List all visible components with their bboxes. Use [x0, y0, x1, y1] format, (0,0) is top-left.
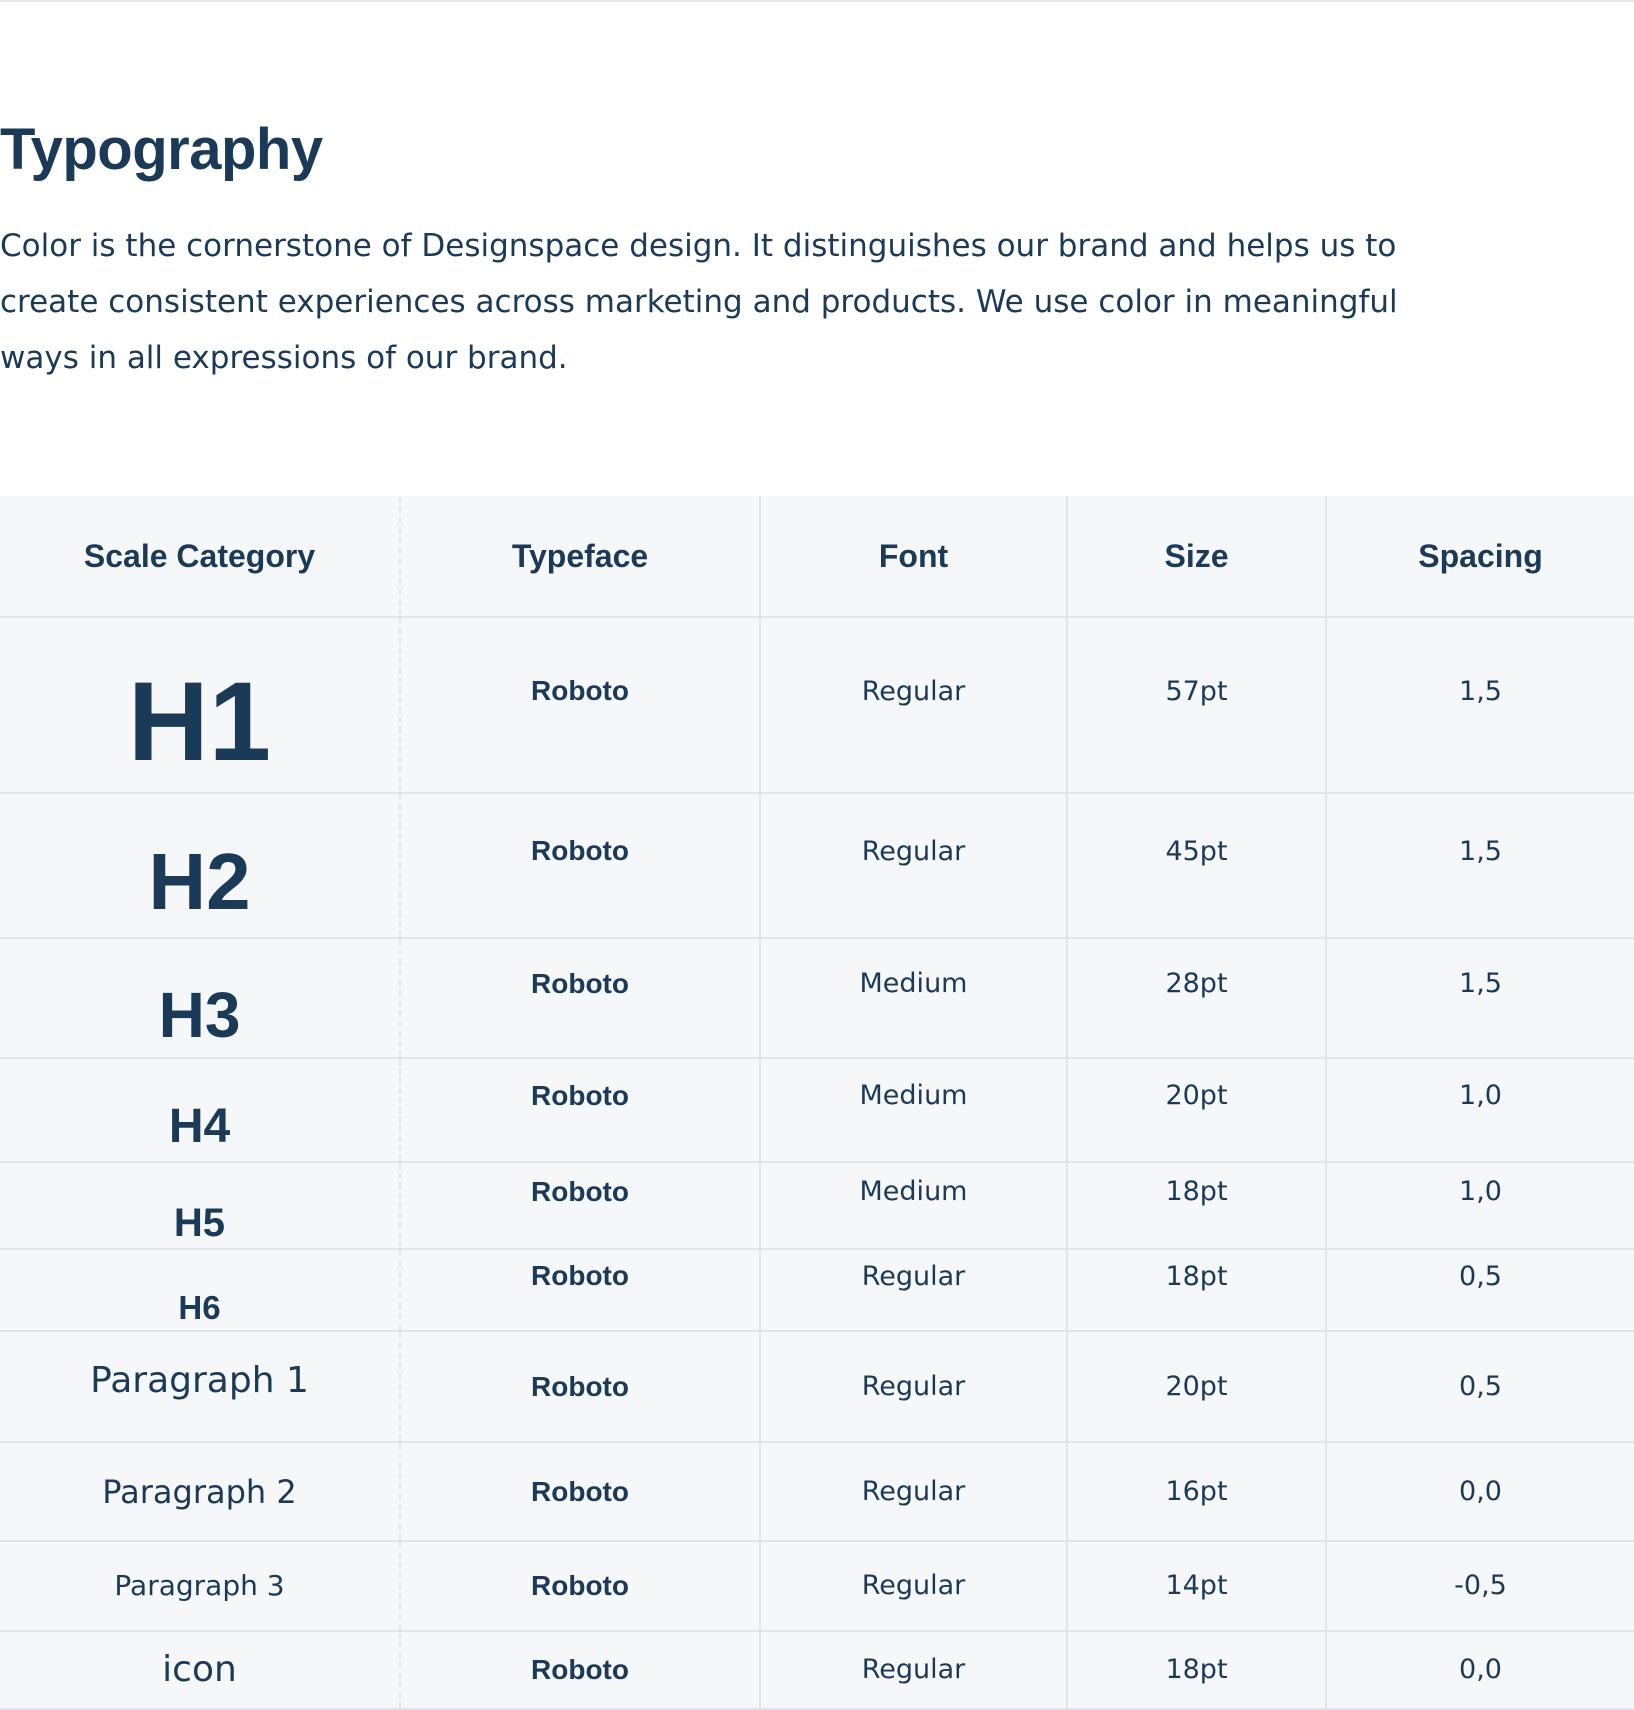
header-scale-category: Scale Category: [0, 496, 400, 617]
table-row: [0, 793, 1634, 937]
spacing-value: 1,0: [1459, 1080, 1502, 1112]
font-value: Medium: [859, 968, 968, 1000]
font-cell: [760, 1058, 1067, 1162]
typeface-value: Roboto: [531, 1260, 629, 1292]
typeface-cell: [400, 1249, 760, 1331]
typeface-value: Roboto: [531, 675, 629, 707]
scale-category-cell: [0, 938, 400, 1058]
spacing-cell: 0,0: [1326, 1442, 1634, 1540]
spacing-cell: [1326, 1249, 1634, 1331]
spacing-cell: [1326, 1058, 1634, 1162]
size-cell: 20pt: [1067, 1331, 1326, 1442]
typeface-value: Roboto: [531, 1079, 629, 1111]
spacing-value: 1,5: [1459, 675, 1502, 707]
font-value: Medium: [859, 1176, 968, 1208]
header-size: Size: [1067, 496, 1326, 617]
font-value: Regular: [861, 675, 966, 707]
size-cell: [1067, 1162, 1326, 1249]
typeface-cell: Roboto: [400, 1541, 760, 1631]
font-value: Regular: [861, 835, 966, 867]
scale-category-cell: [0, 793, 400, 937]
font-cell: [760, 793, 1067, 937]
size-cell: [1067, 938, 1326, 1058]
font-cell: Regular: [760, 1442, 1067, 1540]
header-spacing: Spacing: [1326, 496, 1634, 617]
spacing-cell: -0,5: [1326, 1541, 1634, 1631]
table-row: [0, 1249, 1634, 1331]
h2-sample: H2: [148, 837, 251, 927]
table-row: [0, 1331, 1634, 1442]
h4-sample: H4: [168, 1099, 231, 1153]
size-cell: [1067, 1249, 1326, 1331]
scale-category-cell: [0, 1249, 400, 1331]
scale-category-cell: [0, 617, 400, 793]
spacing-value: 0,5: [1459, 1260, 1502, 1292]
spacing-value: 1,0: [1459, 1176, 1502, 1208]
spacing-cell: [1326, 617, 1634, 793]
spacing-value: 1,5: [1459, 835, 1502, 867]
scale-category-cell: [0, 1162, 400, 1249]
h6-sample: H6: [178, 1288, 221, 1326]
scale-category-cell: [0, 1058, 400, 1162]
scale-category-cell: [0, 1631, 400, 1709]
font-cell: [760, 1249, 1067, 1331]
size-value: 45pt: [1165, 835, 1228, 867]
typeface-cell: [400, 793, 760, 937]
font-cell: [760, 938, 1067, 1058]
font-cell: Regular: [760, 1331, 1067, 1442]
typeface-value: Roboto: [531, 1175, 629, 1207]
table-row: [0, 1058, 1634, 1162]
size-cell: 18pt: [1067, 1631, 1326, 1709]
intro-paragraph: Color is the cornerstone of Designspace design. It distinguishes our brand and helps us to create consistent experiences across marketing and products. We use color in meaningful ways in all expressions of our brand.: [0, 228, 1398, 376]
size-value: 18pt: [1165, 1176, 1228, 1208]
spacing-cell: 0,0: [1326, 1631, 1634, 1709]
header-typeface: Typeface: [400, 496, 760, 617]
font-cell: [760, 1162, 1067, 1249]
table-header-row: [0, 496, 1634, 617]
paragraph-3-sample: Paragraph 3: [114, 1568, 285, 1602]
scale-category-cell: [0, 1442, 400, 1540]
font-value: Regular: [861, 1260, 966, 1292]
table-row: [0, 938, 1634, 1058]
spacing-cell: [1326, 793, 1634, 937]
size-cell: 16pt: [1067, 1442, 1326, 1540]
table-row: [0, 1442, 1634, 1540]
header-font: Font: [760, 496, 1067, 617]
size-cell: [1067, 617, 1326, 793]
font-cell: Regular: [760, 1631, 1067, 1709]
font-cell: [760, 617, 1067, 793]
typeface-cell: [400, 617, 760, 793]
typeface-value: Roboto: [531, 967, 629, 999]
typeface-value: Roboto: [531, 835, 629, 867]
size-value: 20pt: [1165, 1080, 1228, 1112]
size-cell: [1067, 793, 1326, 937]
scale-category-cell: [0, 1541, 400, 1631]
typeface-cell: [400, 1162, 760, 1249]
top-divider: [0, 0, 1634, 2]
typeface-cell: [400, 1058, 760, 1162]
font-cell: Regular: [760, 1541, 1067, 1631]
table-row: [0, 1162, 1634, 1249]
typeface-cell: [400, 938, 760, 1058]
spacing-cell: [1326, 938, 1634, 1058]
h3-sample: H3: [158, 978, 241, 1051]
typography-scale-table: [0, 496, 1634, 1710]
spacing-cell: [1326, 1162, 1634, 1249]
icon-sample: icon: [162, 1648, 237, 1690]
size-value: 18pt: [1165, 1260, 1228, 1292]
size-value: 28pt: [1165, 968, 1228, 1000]
typeface-cell: Roboto: [400, 1442, 760, 1540]
size-value: 57pt: [1165, 675, 1228, 707]
font-value: Medium: [859, 1080, 968, 1112]
h5-sample: H5: [173, 1200, 226, 1245]
page-title: Typography: [0, 117, 323, 182]
spacing-value: 1,5: [1459, 968, 1502, 1000]
table-row: [0, 617, 1634, 793]
size-cell: [1067, 1058, 1326, 1162]
typeface-cell: Roboto: [400, 1331, 760, 1442]
table-row: [0, 1541, 1634, 1631]
scale-category-cell: [0, 1331, 400, 1442]
size-cell: 14pt: [1067, 1541, 1326, 1631]
spacing-cell: 0,5: [1326, 1331, 1634, 1442]
table-row: [0, 1631, 1634, 1709]
typeface-cell: Roboto: [400, 1631, 760, 1709]
paragraph-2-sample: Paragraph 2: [102, 1472, 297, 1511]
h1-sample: H1: [127, 659, 272, 785]
paragraph-1-sample: Paragraph 1: [90, 1359, 309, 1401]
